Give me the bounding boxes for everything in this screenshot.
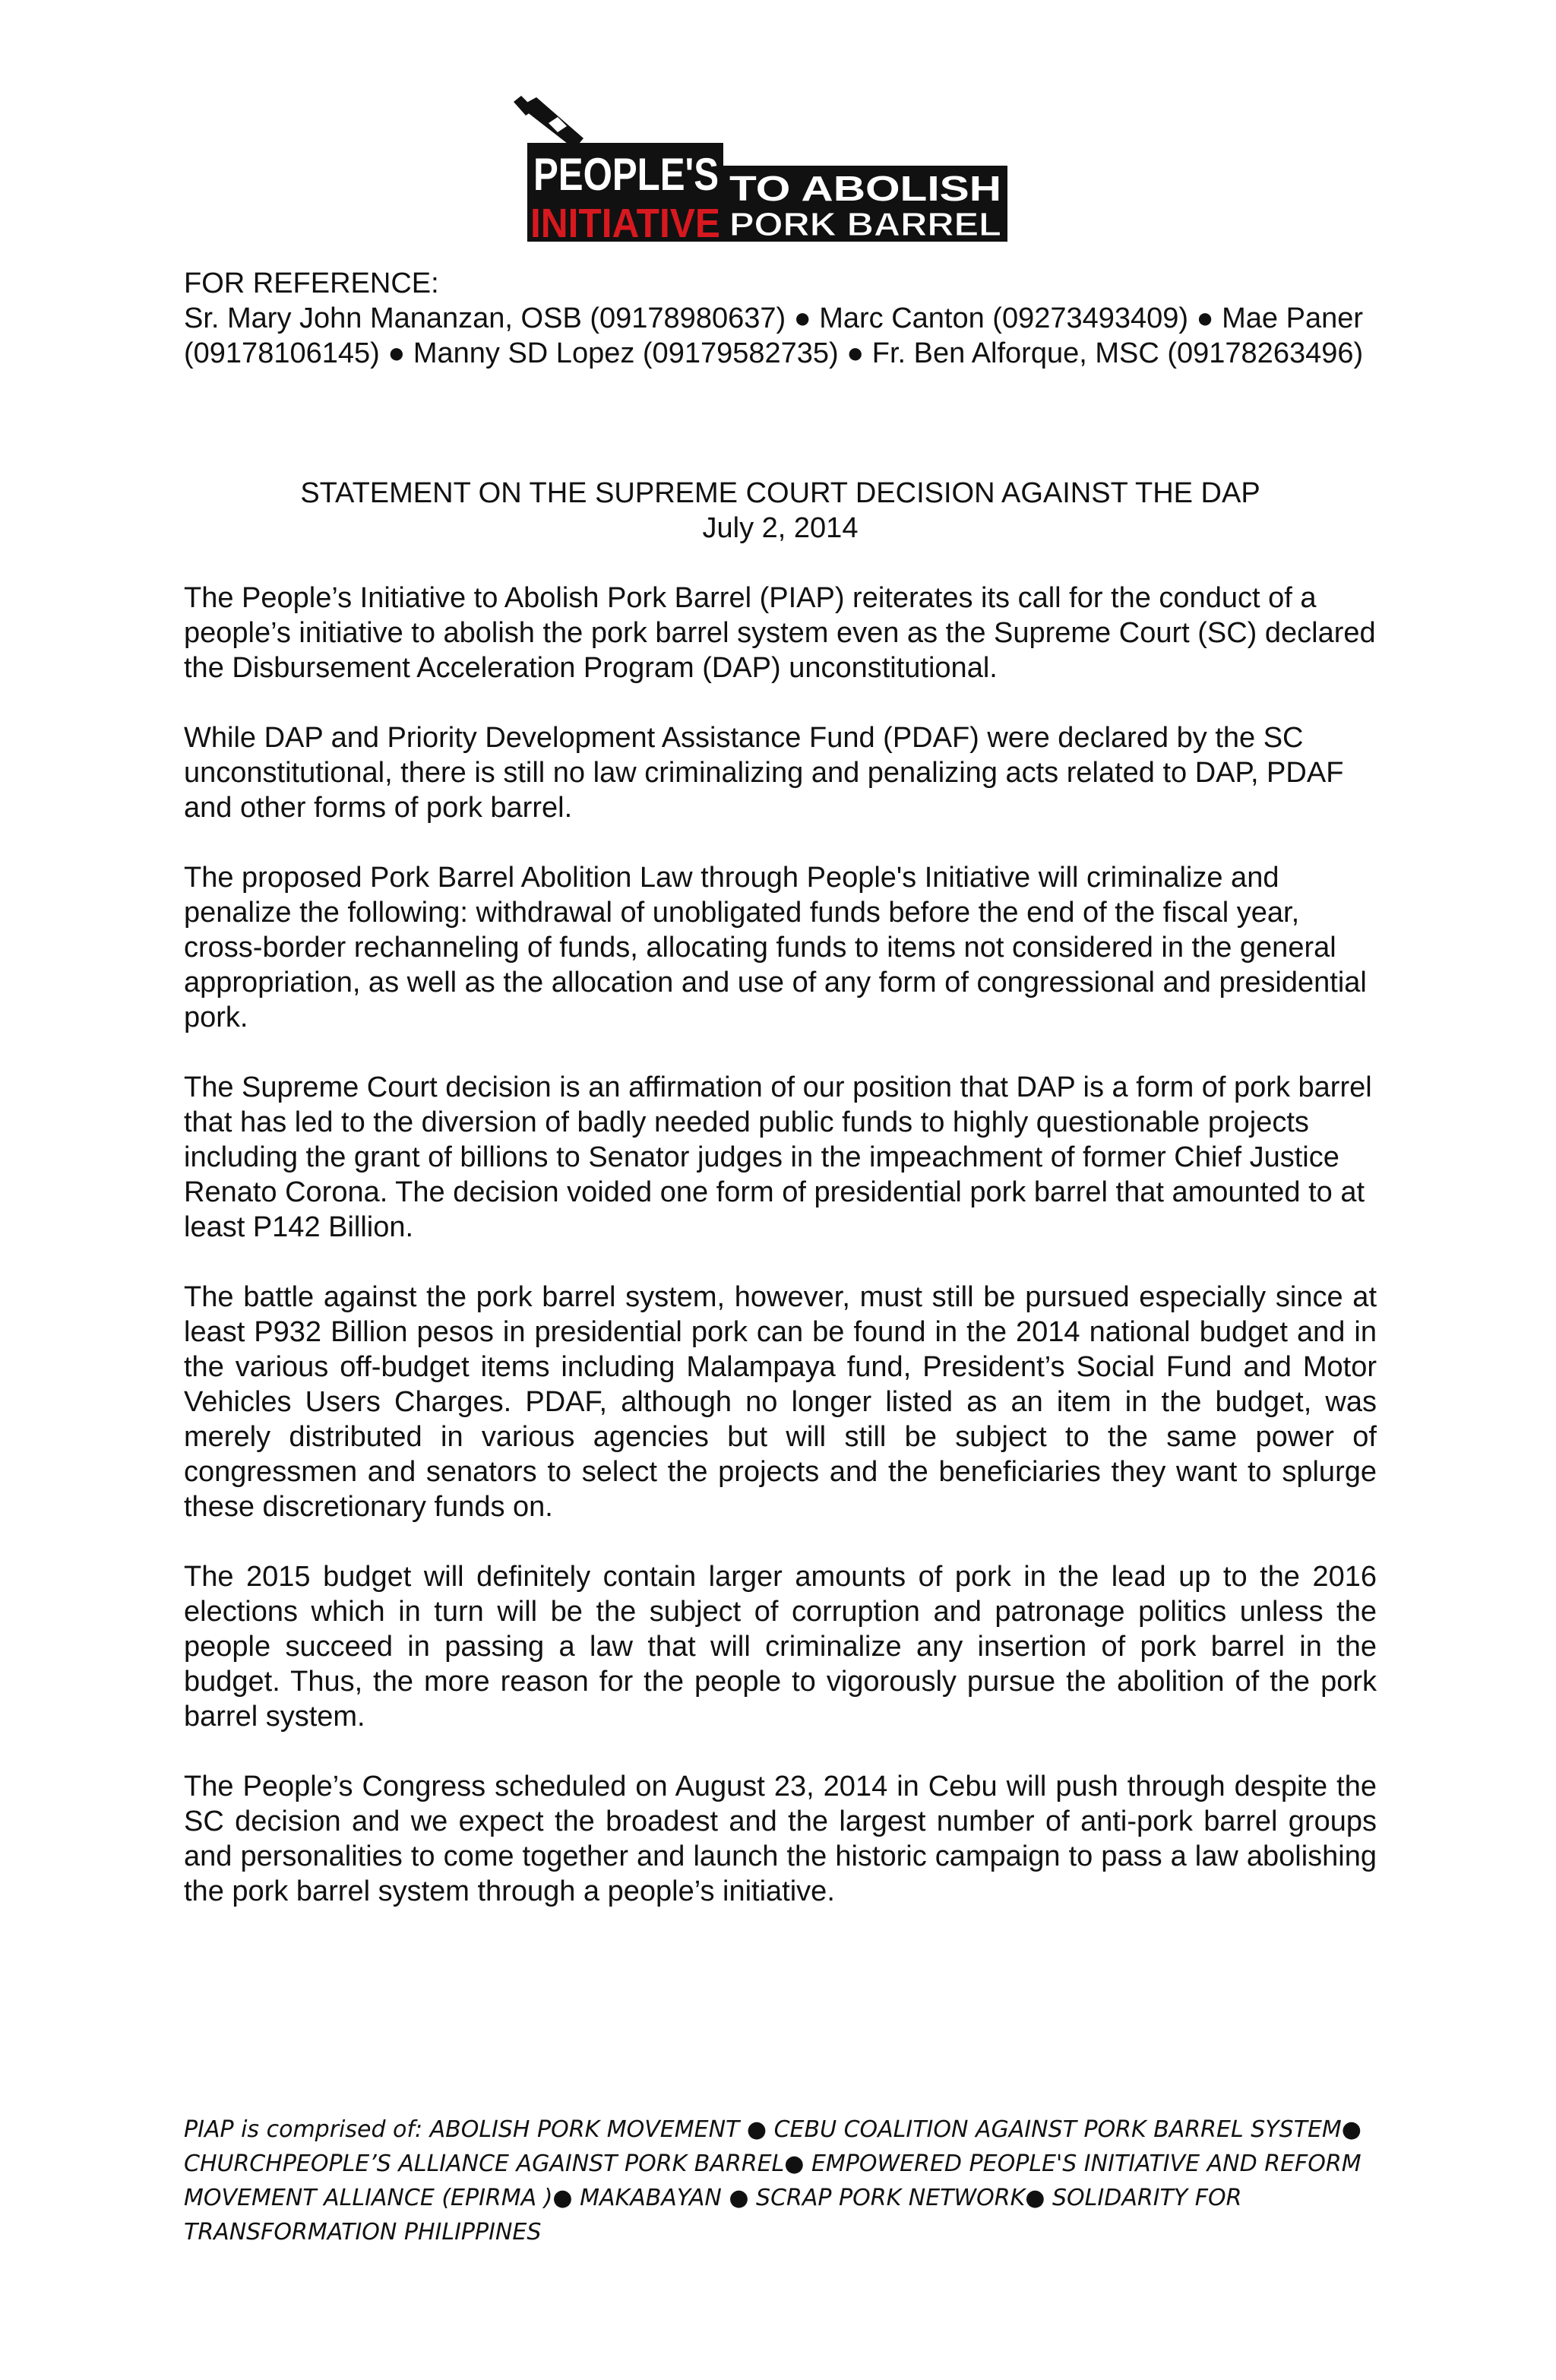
piap-logo bbox=[514, 96, 1010, 245]
piap-logo-graphic bbox=[514, 96, 1010, 245]
footer-member-list: PIAP is comprised of: ABOLISH PORK MOVEMENT ● CEBU COALITION AGAINST PORK BARREL SYSTEM● CHURCHPEOPLE’S ALLIANCE AGAINST PORK BARREL● EMPOWERED PEOPLE'S INITIATIVE AND REFORM MOVEMENT ALLIANCE (EPIRMA )● MAKABAYAN ● SCRAP PORK NETWORK● SOLIDARITY FOR TRANSFORMATION PHILIPPINES bbox=[184, 2116, 1362, 2245]
paragraph-5: The battle against the pork barrel system, however, must still be pursued especially since at least P932 Billion pesos in presidential pork can be found in the 2014 national budget and in the various off-budget items including Malampaya fund, President’s Social Fund and Motor Vehicles Users Charges. PDAF, although no longer listed as an item in the budget, was merely distributed in various agencies but will still be subject to the same power of congressmen and senators to select the projects and the beneficiaries they want to splurge these discretionary funds on. bbox=[184, 1281, 1377, 1523]
paragraph-6: The 2015 budget will definitely contain larger amounts of pork in the lead up to the 2016 elections which in turn will be the subject of corruption and patronage politics unless the people succeed in passing a law that will criminalize any insertion of pork barrel in the budget. Thus, the more reason for the people to vigorously pursue the abolition of the pork barrel system. bbox=[184, 1561, 1377, 1733]
logo-to-abolish-text: TO ABOLISH bbox=[729, 169, 1001, 208]
logo-initiative-text: INITIATIVE bbox=[530, 201, 720, 245]
pen-icon bbox=[514, 96, 584, 149]
paragraph-4: The Supreme Court decision is an affirmation of our position that DAP is a form of pork barrel that has led to the diversion of badly needed public funds to highly questionable projects including the grant of billions to Senator judges in the impeachment of former Chief Justice Renato Corona. The decision voided one form of presidential pork barrel that amounted to at least P142 Billion. bbox=[184, 1071, 1372, 1243]
reference-contacts: Sr. Mary John Mananzan, OSB (09178980637) ● Marc Canton (09273493409) ● Mae Paner (09178106145) ● Manny SD Lopez (09179582735) ● Fr. Ben Alforque, MSC (09178263496) bbox=[184, 302, 1364, 369]
statement-body bbox=[184, 581, 1377, 1909]
statement-date: July 2, 2014 bbox=[702, 512, 859, 544]
document-body bbox=[184, 266, 1377, 1909]
logo-pork-barrel-text: PORK BARREL bbox=[729, 206, 1001, 243]
paragraph-1: The People’s Initiative to Abolish Pork Barrel (PIAP) reiterates its call for the conduct of a people’s initiative to abolish the pork barrel system even as the Supreme Court (SC) declared the Disbursement Acceleration Program (DAP) unconstitutional. bbox=[184, 582, 1376, 684]
paragraph-7: The People’s Congress scheduled on August 23, 2014 in Cebu will push through despite the SC decision and we expect the broadest and the largest number of anti-pork barrel groups and personalities to come together and launch the historic campaign to pass a law abolishing the pork barrel system through a people’s initiative. bbox=[184, 1771, 1377, 1907]
paragraph-2: While DAP and Priority Development Assistance Fund (PDAF) were declared by the SC unconstitutional, there is still no law criminalizing and penalizing acts related to DAP, PDAF and other forms of pork barrel. bbox=[184, 722, 1344, 824]
logo-peoples-text: PEOPLE'S bbox=[533, 149, 719, 200]
statement-title-block bbox=[184, 476, 1377, 546]
statement-title: STATEMENT ON THE SUPREME COURT DECISION AGAINST THE DAP bbox=[300, 477, 1260, 509]
reference-heading: FOR REFERENCE: bbox=[184, 267, 439, 299]
paragraph-3: The proposed Pork Barrel Abolition Law through People's Initiative will criminalize and penalize the following: withdrawal of unobligated funds before the end of the fiscal year, cross-border rechanneling of funds, allocating funds to items not considered in the general appropriation, as well as the allocation and use of any form of congressional and presidential pork. bbox=[184, 862, 1367, 1033]
